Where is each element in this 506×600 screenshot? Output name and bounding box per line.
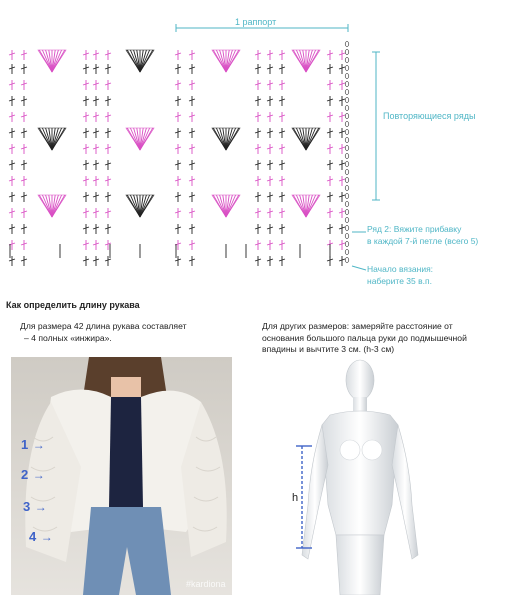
sleeve-length-title: Как определить длину рукава	[6, 300, 140, 310]
sleeve-marker-3: 3 →	[23, 499, 47, 514]
chain-stitch	[345, 234, 349, 239]
chain-stitch	[345, 210, 349, 215]
arrow-right-icon: →	[40, 530, 53, 544]
chain-stitch	[345, 98, 349, 103]
sleeve-marker-4: 4 →	[29, 529, 53, 544]
chain-stitch	[345, 250, 349, 255]
fan-stitch	[134, 50, 140, 72]
arrow-right-icon: →	[32, 468, 45, 482]
chain-stitch	[345, 66, 349, 71]
fan-stitch	[46, 195, 52, 217]
row2-note: Ряд 2: Вяжите прибавку в каждой 7-й петле (всего 5)	[367, 224, 479, 246]
chain-stitch	[345, 130, 349, 135]
chain-stitch	[345, 170, 349, 175]
chain-stitch	[345, 82, 349, 87]
chain-stitch	[345, 122, 349, 127]
fan-stitch	[134, 128, 140, 150]
chain-stitch	[345, 50, 349, 55]
arrow-right-icon: →	[32, 438, 45, 452]
fan-stitch	[134, 195, 140, 217]
chain-stitch	[345, 186, 349, 191]
fan-stitch	[300, 128, 306, 150]
fan-stitch	[300, 50, 306, 72]
fan-stitch	[300, 195, 306, 217]
sleeve-marker-2: 2 →	[21, 467, 45, 482]
size42-text: Для размера 42 длина рукава составляет – 4 полных «инжира».	[20, 321, 187, 343]
chain-stitch	[345, 242, 349, 247]
chain-stitch	[345, 90, 349, 95]
fan-stitch	[46, 50, 52, 72]
fan-stitch	[220, 50, 226, 72]
chain-stitch	[345, 162, 349, 167]
chain-stitch	[345, 58, 349, 63]
chain-stitch	[345, 194, 349, 199]
start-pointer	[352, 266, 366, 270]
chain-stitch	[345, 202, 349, 207]
chain-stitch	[345, 258, 349, 263]
chain-stitch	[345, 178, 349, 183]
chain-stitch	[345, 42, 349, 47]
repeat-label: 1 раппорт	[235, 17, 277, 27]
chain-stitch	[345, 226, 349, 231]
height-label: h	[292, 492, 299, 504]
chain-stitch	[345, 154, 349, 159]
fan-stitch	[220, 195, 226, 217]
cardigan-photo	[11, 357, 232, 595]
other-sizes-text: Для других размеров: замеряйте расстояние от основания большого пальца руки до подмышечной впадины и вычтите 3 см. (h-3 см)	[262, 321, 467, 354]
sleeve-marker-1: 1 →	[21, 437, 45, 452]
repeating-rows-label: Повторяющиеся ряды	[383, 111, 476, 121]
chain-stitch	[345, 218, 349, 223]
chain-stitch	[345, 138, 349, 143]
arrow-right-icon: →	[34, 500, 47, 514]
chain-stitch	[345, 106, 349, 111]
watermark-text: #kardiona	[186, 579, 226, 589]
chain-stitch	[345, 146, 349, 151]
fan-stitch	[46, 128, 52, 150]
chain-stitch	[345, 114, 349, 119]
chain-stitch	[345, 74, 349, 79]
start-note: Начало вязания: наберите 35 в.п.	[367, 264, 434, 286]
fan-stitch	[220, 128, 226, 150]
